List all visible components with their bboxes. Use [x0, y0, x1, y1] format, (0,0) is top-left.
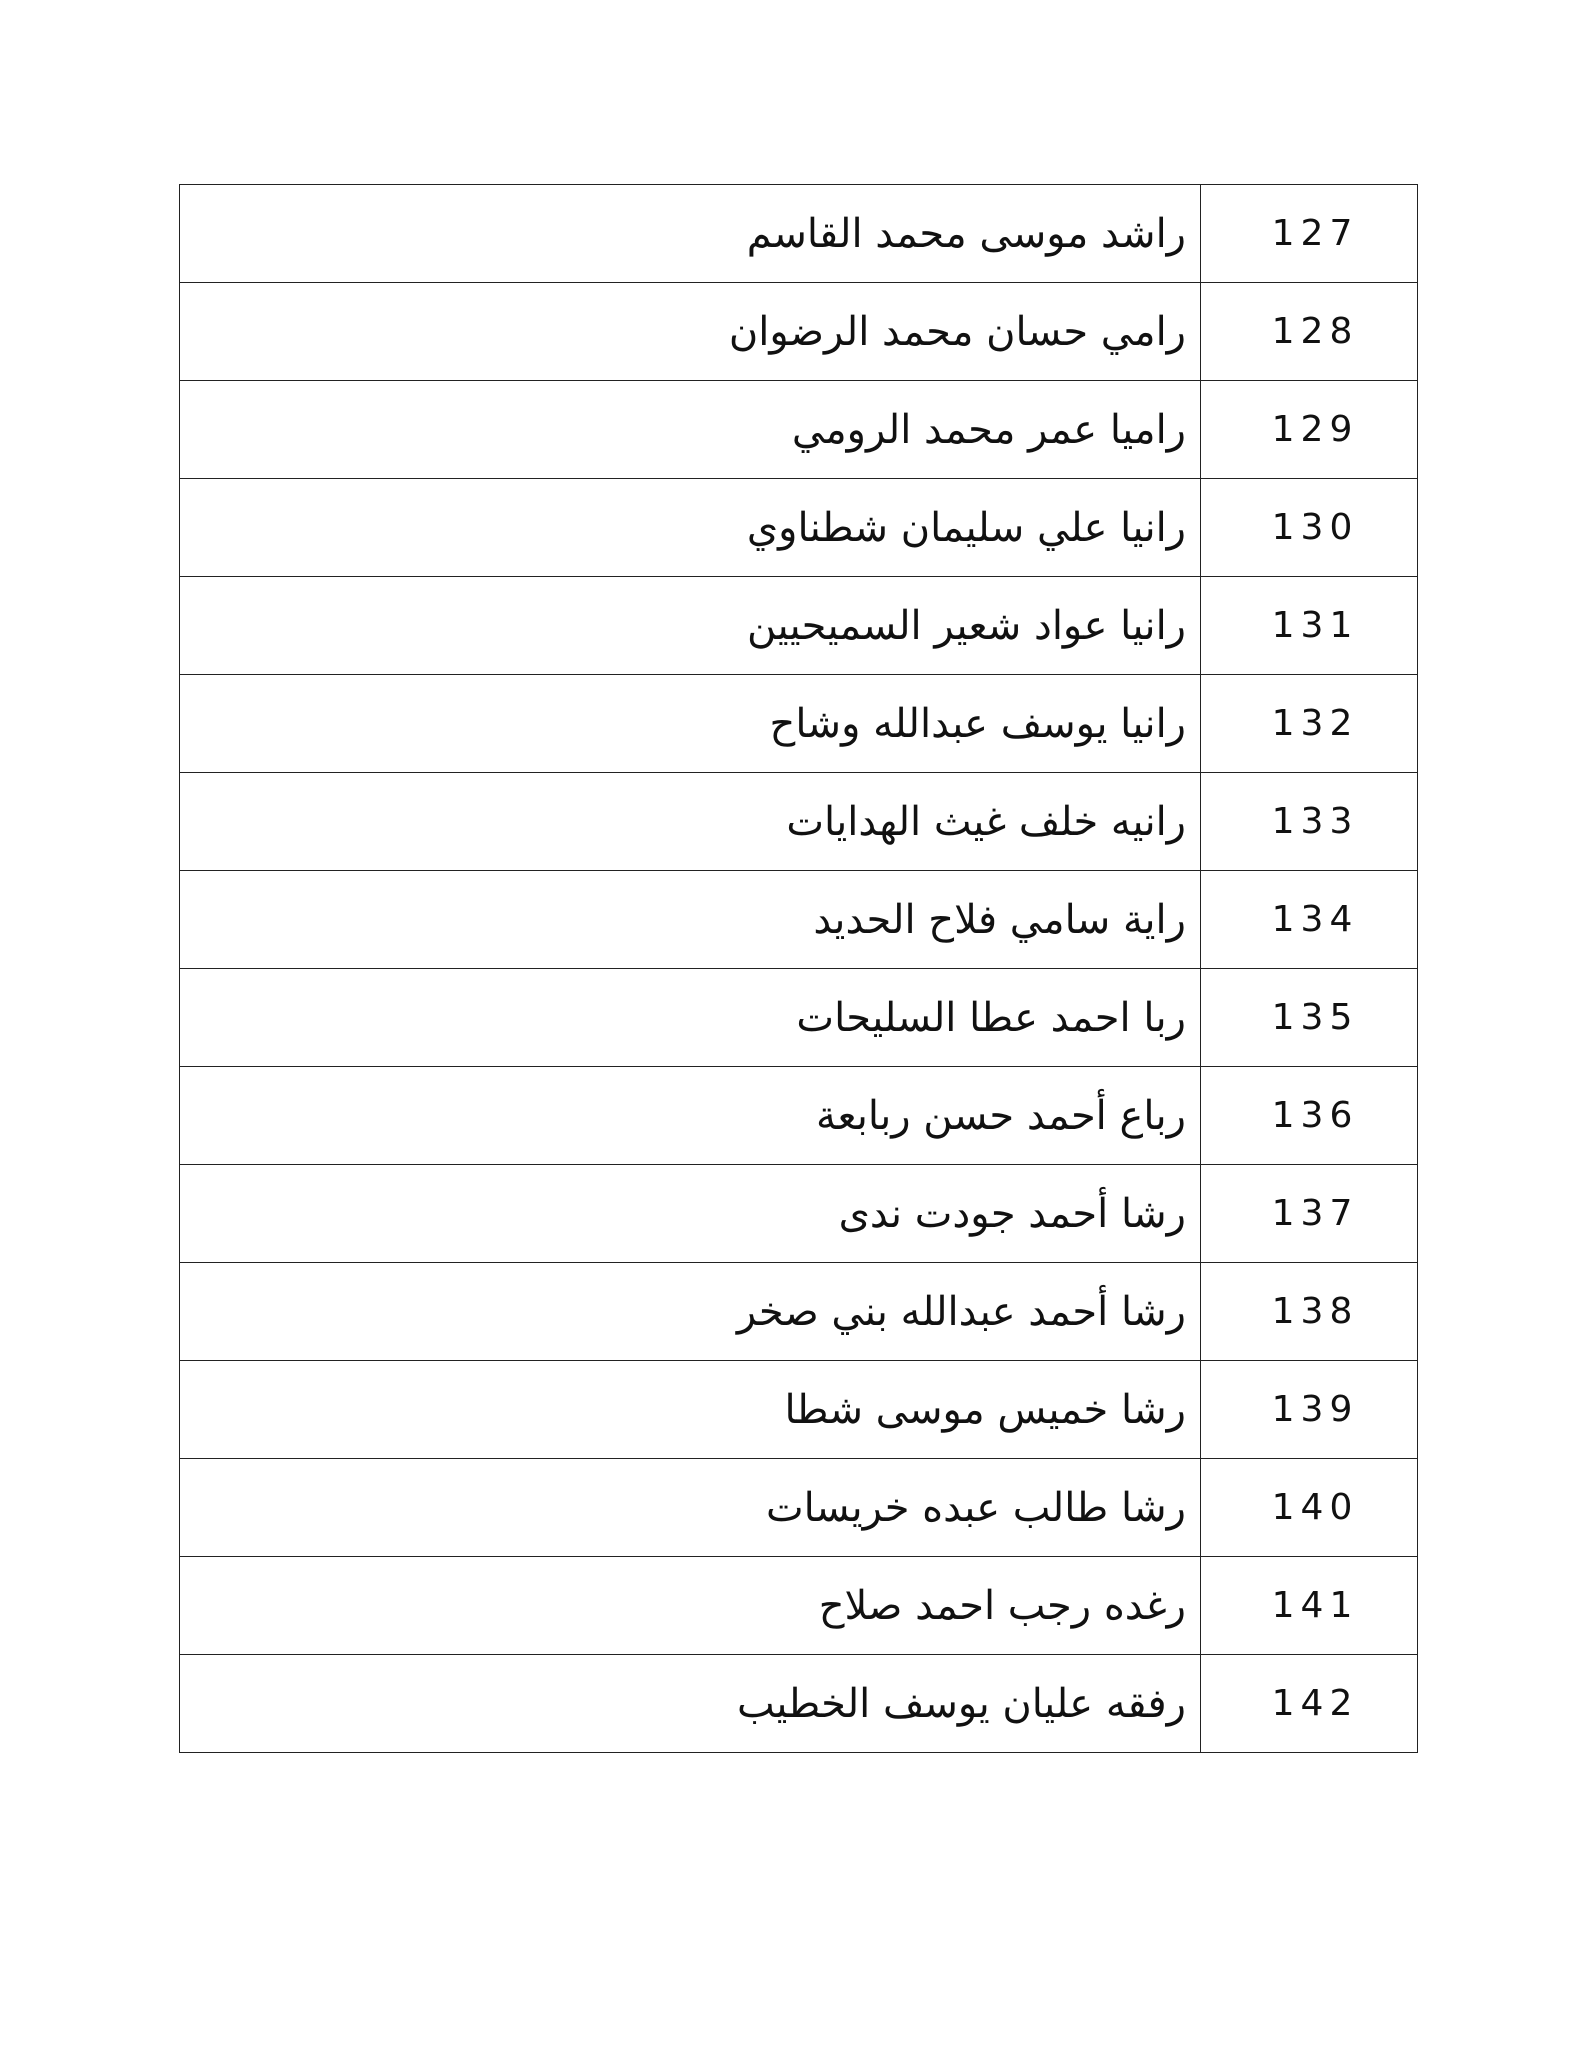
- row-number: 131: [1201, 577, 1418, 675]
- row-number: 142: [1201, 1655, 1418, 1753]
- table-row: [180, 283, 1418, 381]
- table-row: [180, 1655, 1418, 1753]
- table-row: [180, 1263, 1418, 1361]
- row-name: رباع أحمد حسن ربابعة: [180, 1067, 1201, 1165]
- table-row: [180, 185, 1418, 283]
- row-number: 141: [1201, 1557, 1418, 1655]
- row-name: راميا عمر محمد الرومي: [180, 381, 1201, 479]
- row-name: رشا طالب عبده خريسات: [180, 1459, 1201, 1557]
- row-name: رغده رجب احمد صلاح: [180, 1557, 1201, 1655]
- table-row: [180, 1459, 1418, 1557]
- table-row: [180, 479, 1418, 577]
- table-row: [180, 577, 1418, 675]
- table-row: [180, 675, 1418, 773]
- row-number: 133: [1201, 773, 1418, 871]
- row-number: 132: [1201, 675, 1418, 773]
- row-name: راية سامي فلاح الحديد: [180, 871, 1201, 969]
- row-name: رانيا يوسف عبدالله وشاح: [180, 675, 1201, 773]
- table-row: [180, 1067, 1418, 1165]
- row-name: رانيا عواد شعير السميحيين: [180, 577, 1201, 675]
- table-row: [180, 773, 1418, 871]
- names-table: [179, 184, 1418, 1753]
- row-number: 136: [1201, 1067, 1418, 1165]
- row-number: 134: [1201, 871, 1418, 969]
- names-table-body: [180, 185, 1418, 1753]
- row-number: 128: [1201, 283, 1418, 381]
- row-name: رشا أحمد جودت ندى: [180, 1165, 1201, 1263]
- row-number: 135: [1201, 969, 1418, 1067]
- table-row: [180, 1557, 1418, 1655]
- row-number: 129: [1201, 381, 1418, 479]
- table-row: [180, 1165, 1418, 1263]
- row-name: رانيا علي سليمان شطناوي: [180, 479, 1201, 577]
- table-row: [180, 1361, 1418, 1459]
- row-number: 139: [1201, 1361, 1418, 1459]
- row-name: رفقه عليان يوسف الخطيب: [180, 1655, 1201, 1753]
- row-name: رشا أحمد عبدالله بني صخر: [180, 1263, 1201, 1361]
- row-number: 140: [1201, 1459, 1418, 1557]
- row-name: ربا احمد عطا السليحات: [180, 969, 1201, 1067]
- row-name: راشد موسى محمد القاسم: [180, 185, 1201, 283]
- table-row: [180, 381, 1418, 479]
- row-name: رامي حسان محمد الرضوان: [180, 283, 1201, 381]
- row-number: 137: [1201, 1165, 1418, 1263]
- row-name: رشا خميس موسى شطا: [180, 1361, 1201, 1459]
- row-name: رانيه خلف غيث الهدايات: [180, 773, 1201, 871]
- row-number: 138: [1201, 1263, 1418, 1361]
- table-row: [180, 871, 1418, 969]
- table-row: [180, 969, 1418, 1067]
- row-number: 130: [1201, 479, 1418, 577]
- row-number: 127: [1201, 185, 1418, 283]
